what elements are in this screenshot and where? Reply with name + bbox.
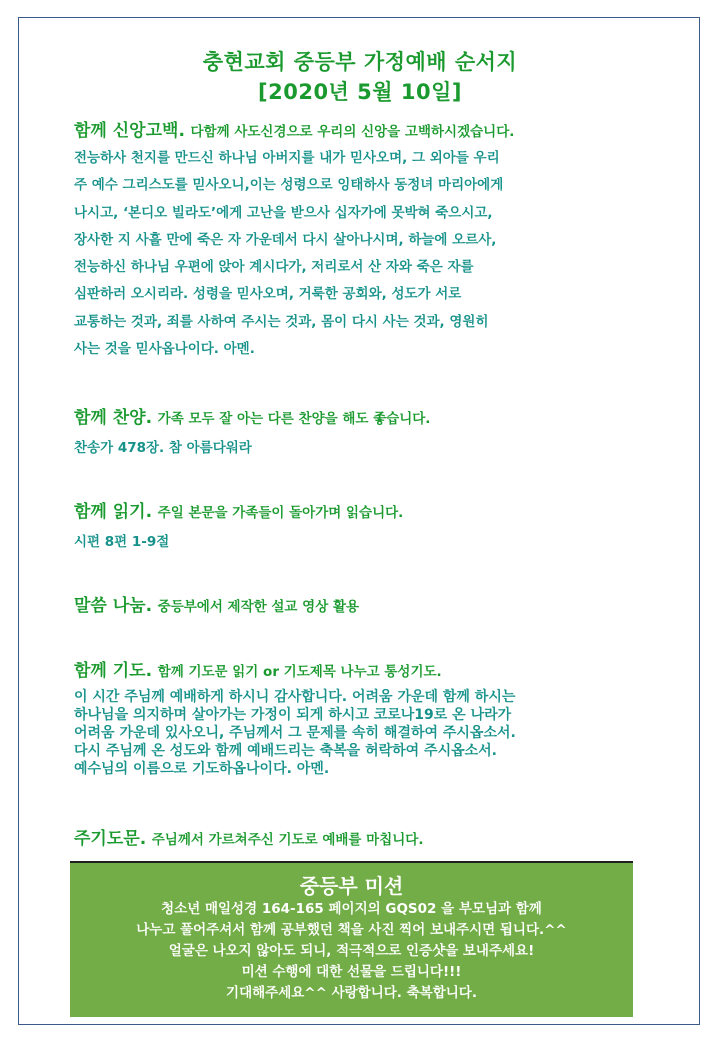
mission-box xyxy=(70,861,633,1017)
mission-line: 나누고 풀어주셔서 함께 공부했던 책을 사진 찍어 보내주시면 됩니다.^^ xyxy=(136,922,567,938)
sermon-heading xyxy=(74,591,359,616)
reading-description: 주일 본문을 가족들이 돌아가며 읽습니다. xyxy=(157,505,404,521)
praise-description: 가족 모두 잘 아는 다른 찬양을 해도 좋습니다. xyxy=(157,411,431,427)
prayer-text xyxy=(74,688,516,778)
creed-line: 사는 것을 믿사옵나이다. 아멘. xyxy=(74,341,255,358)
mission-line: 기대해주세요^^ 사랑합니다. 축복합니다. xyxy=(226,985,477,1001)
creed-line: 주 예수 그리스도를 믿사오니,이는 성령으로 잉태하사 동정녀 마리아에게 xyxy=(74,177,504,194)
prayer-line: 다시 주님께 온 성도와 함께 예배드리는 축복을 허락하여 주시옵소서. xyxy=(74,743,497,759)
creed-heading xyxy=(74,116,514,141)
creed-line: 심판하러 오시리라. 성령을 믿사오며, 거룩한 공회와, 성도가 서로 xyxy=(74,286,462,303)
creed-description: 다함께 사도신경으로 우리의 신앙을 고백하시겠습니다. xyxy=(190,124,515,140)
creed-title: 함께 신앙고백. xyxy=(74,121,185,141)
creed-text xyxy=(74,148,503,366)
creed-line: 교통하는 것과, 죄를 사하여 주시는 것과, 몸이 다시 사는 것과, 영원히 xyxy=(74,313,489,330)
page-title: 충현교회 중등부 가정예배 순서지 xyxy=(202,50,518,74)
mission-line: 미션 수행에 대한 선물을 드립니다!!! xyxy=(241,964,462,980)
reading-text: 시편 8편 1-9절 xyxy=(74,534,170,550)
creed-line: 나시고, ‘본디오 빌라도’에게 고난을 받으사 십자가에 못박혀 죽으시고, xyxy=(74,204,493,221)
mission-line: 청소년 매일성경 164-165 페이지의 GQS02 을 부모님과 함께 xyxy=(161,901,542,917)
benediction-title: 주기도문. xyxy=(74,829,147,849)
prayer-title: 함께 기도. xyxy=(74,661,153,681)
creed-line: 전능하신 하나님 우편에 앉아 계시다가, 저리로서 산 자와 죽은 자를 xyxy=(74,259,474,276)
prayer-description: 함께 기도문 읽기 or 기도제목 나누고 통성기도. xyxy=(157,664,442,680)
prayer-line: 어려움 가운데 있사오니, 주님께서 그 문제를 속히 해결하여 주시옵소서. xyxy=(74,725,516,741)
praise-heading xyxy=(74,403,430,428)
reading-title: 함께 읽기. xyxy=(74,502,153,522)
creed-line: 전능하사 천지를 만드신 하나님 아버지를 내가 믿사오며, 그 외아들 우리 xyxy=(74,150,500,166)
prayer-line: 하나님을 의지하며 살아가는 가정이 되게 하시고 코로나19로 온 나라가 xyxy=(74,707,512,723)
praise-text: 찬송가 478장. 참 아름다워라 xyxy=(74,440,252,456)
sermon-title: 말씀 나눔. xyxy=(74,596,153,616)
mission-title: 중등부 미션 xyxy=(299,874,404,898)
prayer-heading xyxy=(74,656,442,681)
praise-title: 함께 찬양. xyxy=(74,408,153,428)
reading-heading xyxy=(74,497,403,522)
benediction-description: 주님께서 가르쳐주신 기도로 예배를 마칩니다. xyxy=(151,832,424,848)
benediction-heading xyxy=(74,824,423,849)
mission-line: 얼굴은 나오지 않아도 되니, 적극적으로 인증샷을 보내주세요! xyxy=(168,943,535,959)
prayer-line: 예수님의 이름으로 기도하옵나이다. 아멘. xyxy=(74,761,330,777)
sermon-description: 중등부에서 제작한 설교 영상 활용 xyxy=(157,599,360,615)
prayer-line: 이 시간 주님께 예배하게 하시니 감사합니다. 어려움 가운데 함께 하시는 xyxy=(74,689,516,705)
creed-line: 장사한 지 사흘 만에 죽은 자 가운데서 다시 살아나시며, 하늘에 오르사, xyxy=(74,231,497,248)
page-date: [2020년 5월 10일] xyxy=(258,80,462,104)
